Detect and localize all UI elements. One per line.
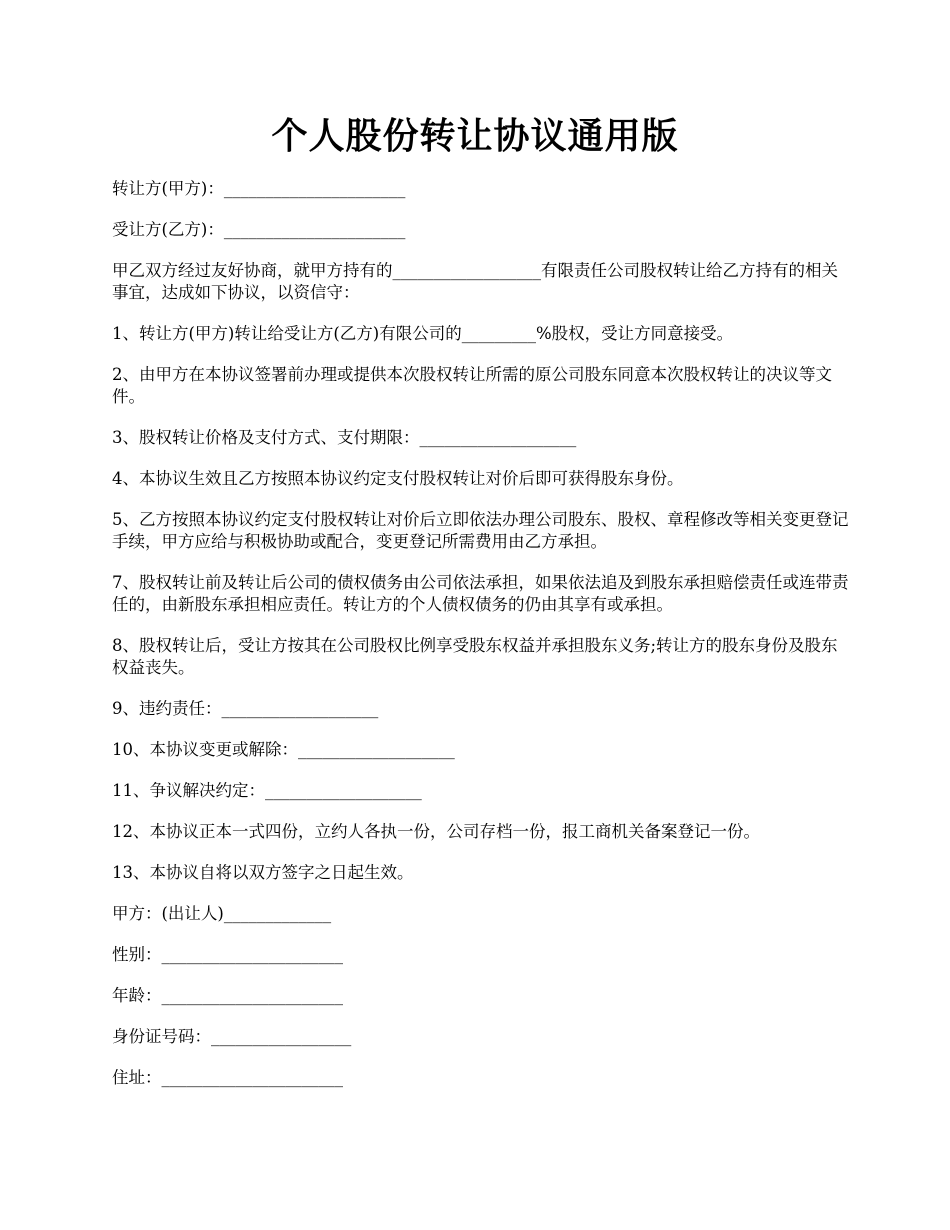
clause-8: 8、股权转让后，受让方按其在公司股权比例享受股东权益并承担股东义务;转让方的股东身份及股东权益丧失。: [112, 636, 838, 677]
document-body: [112, 178, 852, 1108]
clause-11: 11、争议解决约定：___________________: [112, 781, 422, 800]
clause-2: 2、由甲方在本协议签署前办理或提供本次股权转让所需的原公司股东同意本次股权转让的决议等文件。: [112, 365, 832, 406]
clause-13: 13、本协议自将以双方签字之日起生效。: [112, 863, 414, 882]
transferor-line: 转让方(甲方)：______________________: [112, 179, 406, 198]
preamble-paragraph: 甲乙双方经过友好协商，就甲方持有的__________________有限责任公司股权转让给乙方持有的相关事宜，达成如下协议，以资信守：: [112, 261, 838, 302]
address-line: 住址：______________________: [112, 1068, 343, 1087]
gender-line: 性别：______________________: [112, 945, 343, 964]
clause-5: 5、乙方按照本协议约定支付股权转让对价后立即依法办理公司股东、股权、章程修改等相关变更登记手续，甲方应给与积极协助或配合，变更登记所需费用由乙方承担。: [112, 510, 849, 551]
clause-12: 12、本协议正本一式四份，立约人各执一份，公司存档一份，报工商机关备案登记一份。: [112, 822, 760, 841]
clause-1: 1、转让方(甲方)转让给受让方(乙方)有限公司的_________%股权，受让方同意接受。: [112, 324, 734, 343]
clause-10: 10、本协议变更或解除：___________________: [112, 740, 455, 759]
clause-3: 3、股权转让价格及支付方式、支付期限：___________________: [112, 428, 577, 447]
clause-7: 7、股权转让前及转让后公司的债权债务由公司依法承担，如果依法追及到股东承担赔偿责任或连带责任的，由新股东承担相应责任。转让方的个人债权债务的仍由其享有或承担。: [112, 573, 849, 614]
party-a-signature-line: 甲方：(出让人)_____________: [112, 904, 332, 923]
transferee-line: 受让方(乙方)：______________________: [112, 220, 406, 239]
id-number-line: 身份证号码：_________________: [112, 1027, 352, 1046]
age-line: 年龄：______________________: [112, 986, 343, 1005]
clause-9: 9、违约责任：___________________: [112, 699, 379, 718]
clause-4: 4、本协议生效且乙方按照本协议约定支付股权转让对价后即可获得股东身份。: [112, 469, 684, 488]
document-title: 个人股份转让协议通用版: [271, 115, 679, 157]
